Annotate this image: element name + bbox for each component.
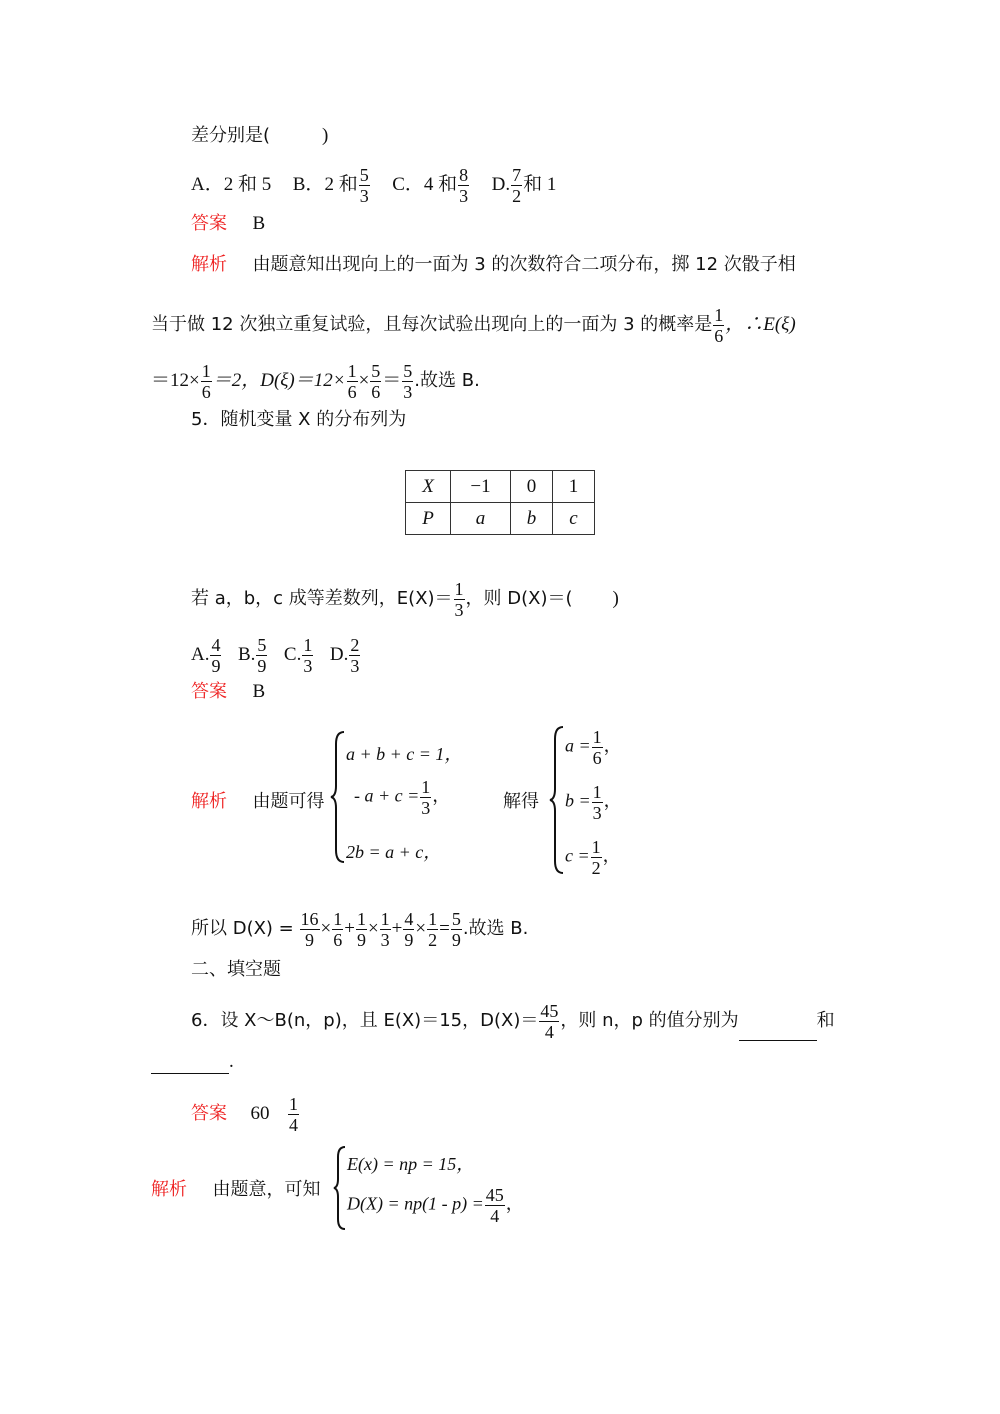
q5-option-b: B. $\frac{5}{9}$ [237,635,267,676]
q4-option-c: C．4 和 $\frac{8}{3}$ [392,165,469,206]
q5-condition: 若 a，b，c 成等差数列，E(X)＝ $\frac{1}{3}$ ，则 D(X)＝( ) [191,579,619,620]
table-cell: P [406,503,451,535]
q5-answer [191,680,265,704]
q5-equation-system [346,730,466,864]
answer-label: 答案 [191,681,227,702]
q5-option-d: D. $\frac{2}{3}$ [329,635,360,676]
answer-value: B [252,681,266,702]
answer-label: 答案 [191,1102,227,1124]
q4-answer [191,212,265,236]
analysis-label: 解析 [151,1179,187,1200]
q4-analysis-line1: 解析 由题意知出现向上的一面为 3 的次数符合二项分布，掷 12 次骰子相 [191,254,796,275]
q4-option-a: A．2 和 5 [191,173,272,195]
answer-blank-p[interactable] [151,1055,229,1074]
left-brace-icon [330,730,346,864]
solve-label: 解得 [503,791,539,812]
q6-stem-line2: . [151,1050,234,1074]
equation: E(x) = np = 15， [347,1154,475,1174]
q4-stem-close: ) [322,125,329,146]
q4-options [191,166,556,205]
section-title: 二、填空题 [191,959,281,980]
q5-options [191,636,361,675]
equation: a + b + c = 1， [346,744,463,764]
q5-stem: 5．随机变量 X 的分布列为 [191,409,407,430]
left-brace-icon [549,725,565,875]
table-cell: −1 [451,471,511,503]
table-row [406,471,595,503]
table-cell: a [451,503,511,535]
q4-analysis-line3: ＝12× $\frac{1}{6}$ ＝2，D(ξ)＝12× $\frac{1}{6}$ × $\frac{5}{6}$ ＝ $\frac{5}{3}$ .故选 B. [151,361,480,402]
analysis-label: 解析 [191,254,227,275]
answer-blank-n[interactable] [739,1022,817,1041]
table-cell: c [553,503,595,535]
q5-option-a: A. $\frac{4}{9}$ [191,635,221,676]
solution: c = $\frac{1}{2}$ ， [565,837,621,878]
q4-analysis-line2: 当于做 12 次独立重复试验，且每次试验出现向上的一面为 3 的概率是 $\frac{1}{6}$ ，∴E(ξ) [151,305,796,346]
fraction: $\frac{1}{6}$ [714,305,724,346]
q4-stem-tail [191,124,328,148]
answer-value: B [252,213,266,234]
solution: a = $\frac{1}{6}$ ， [565,727,622,768]
equation: D(X) = np(1 - p) = $\frac{45}{4}$ ， [347,1185,524,1226]
q5-analysis-intro: 解析 由题可得 [191,791,325,812]
answer-label: 答案 [191,213,227,234]
q6-answer [191,1095,300,1134]
table-cell: b [511,503,553,535]
q5-solution-system [565,728,625,878]
equation: 2b = a + c， [346,842,442,862]
q5-option-c: C. $\frac{1}{3}$ [283,635,313,676]
q5-conclusion: 所以 D(X) = $\frac{16}{9}$ × $\frac{1}{6}$ + $\frac{1}{9}$ × $\frac{1}{3}$ + $\frac{4}{9}$ × $\frac{1}{2}$ = $\frac{5}{9}$ .故选 B. [191,909,529,950]
q4-option-b: B．2 和 $\frac{5}{3}$ [292,165,369,206]
solution: b = $\frac{1}{3}$ ， [565,782,622,823]
table-cell: 0 [511,471,553,503]
q4-stem-text: 差分别是( [191,125,271,146]
table-row [406,503,595,535]
table-cell: X [406,471,451,503]
answer-value: 60 [250,1102,270,1124]
q6-stem: 6．设 X～B(n，p)，且 E(X)＝15，D(X)＝ $\frac{45}{4}$ ，则 n，p 的值分别为 和 [191,1001,835,1042]
table-cell: 1 [553,471,595,503]
q6-equation-system [347,1148,547,1234]
equation: - a + c = $\frac{1}{3}$ ， [354,777,451,818]
answer-fraction: $\frac{1}{4}$ [289,1094,298,1135]
q4-option-d: D. $\frac{7}{2}$ 和 1 [491,165,557,206]
analysis-label: 解析 [191,791,227,812]
q6-analysis-intro: 解析 由题意，可知 [151,1179,321,1200]
distribution-table [405,470,595,535]
left-brace-icon [333,1145,347,1231]
